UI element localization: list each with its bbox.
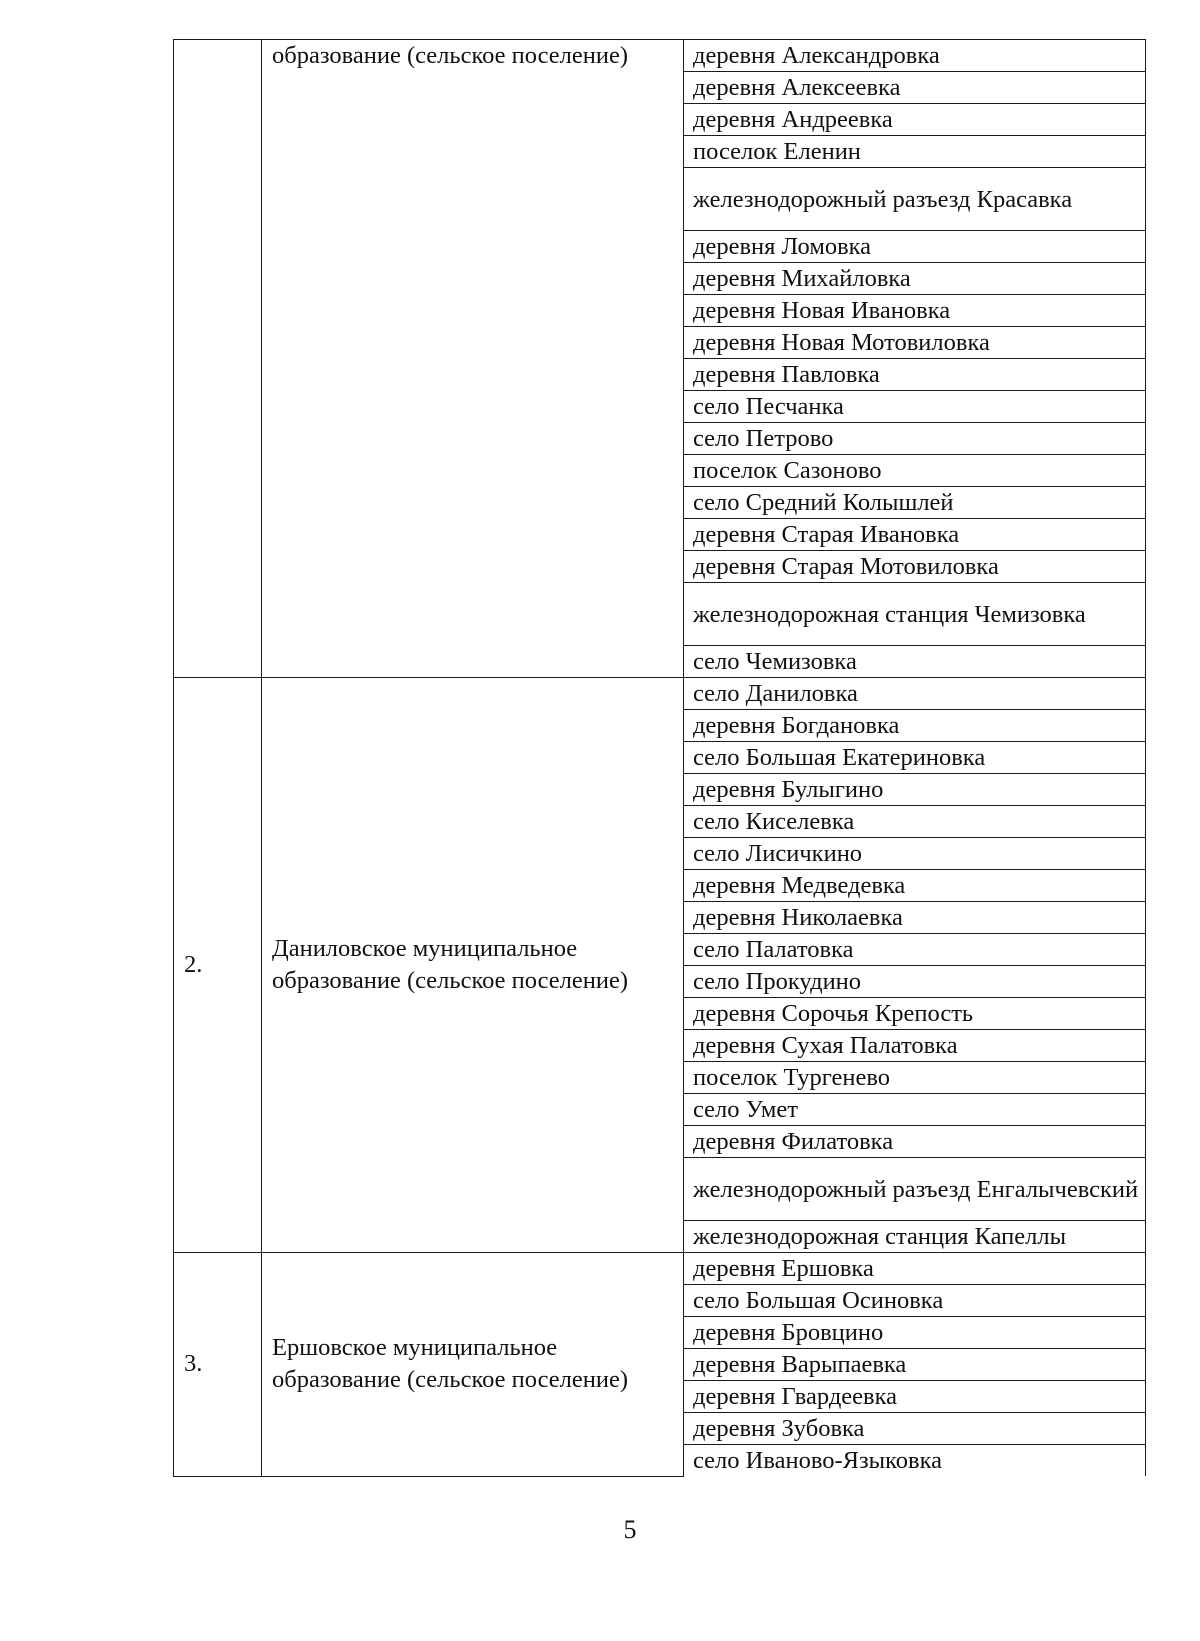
table-row [174, 40, 1146, 72]
settlement-cell: деревня Михайловка [684, 263, 1146, 295]
settlement-cell: деревня Старая Мотовиловка [684, 551, 1146, 583]
settlement-cell: деревня Сухая Палатовка [684, 1030, 1146, 1062]
settlement-cell: село Лисичкино [684, 838, 1146, 870]
municipality-name-cell: Ершовское муниципальное образование (сельское поселение) [262, 1253, 684, 1477]
settlement-cell: деревня Новая Ивановка [684, 295, 1146, 327]
settlement-cell: деревня Старая Ивановка [684, 519, 1146, 551]
settlement-cell: село Умет [684, 1094, 1146, 1126]
settlement-cell: село Чемизовка [684, 646, 1146, 678]
settlement-cell: село Средний Колышлей [684, 487, 1146, 519]
settlement-cell: деревня Богдановка [684, 710, 1146, 742]
settlement-cell: деревня Медведевка [684, 870, 1146, 902]
settlements-table [173, 39, 1146, 1477]
settlement-cell: деревня Павловка [684, 359, 1146, 391]
settlement-cell: деревня Сорочья Крепость [684, 998, 1146, 1030]
settlement-cell: село Киселевка [684, 806, 1146, 838]
settlement-cell: деревня Филатовка [684, 1126, 1146, 1158]
settlement-cell: село Песчанка [684, 391, 1146, 423]
settlement-cell: деревня Александровка [684, 40, 1146, 72]
settlement-cell: село Большая Осиновка [684, 1285, 1146, 1317]
settlement-cell: поселок Еленин [684, 136, 1146, 168]
row-number-cell: 3. [174, 1253, 262, 1477]
settlement-cell: деревня Алексеевка [684, 72, 1146, 104]
table-row [174, 1253, 1146, 1285]
settlement-cell: село Даниловка [684, 678, 1146, 710]
settlement-cell: поселок Сазоново [684, 455, 1146, 487]
settlement-cell: деревня Гвардеевка [684, 1381, 1146, 1413]
settlement-cell: село Иваново-Языковка [684, 1445, 1146, 1477]
settlement-cell: село Прокудино [684, 966, 1146, 998]
settlement-cell: село Петрово [684, 423, 1146, 455]
settlements-table-body [174, 40, 1146, 1477]
settlement-cell: деревня Булыгино [684, 774, 1146, 806]
settlement-cell: село Палатовка [684, 934, 1146, 966]
settlement-cell: деревня Зубовка [684, 1413, 1146, 1445]
table-row [174, 678, 1146, 710]
page-number: 5 [623, 1515, 637, 1544]
settlement-cell: железнодорожная станция Чемизовка [684, 583, 1146, 646]
row-number-cell [174, 40, 262, 678]
settlement-cell: деревня Ломовка [684, 231, 1146, 263]
settlement-cell: железнодорожный разъезд Енгалычевский [684, 1158, 1146, 1221]
municipality-name-cell: Даниловское муниципальное образование (сельское поселение) [262, 678, 684, 1253]
settlement-cell: деревня Ершовка [684, 1253, 1146, 1285]
settlement-cell: деревня Бровцино [684, 1317, 1146, 1349]
settlement-cell: поселок Тургенево [684, 1062, 1146, 1094]
settlement-cell: железнодорожная станция Капеллы [684, 1221, 1146, 1253]
settlement-cell: деревня Варыпаевка [684, 1349, 1146, 1381]
settlement-cell: деревня Новая Мотовиловка [684, 327, 1146, 359]
row-number-cell: 2. [174, 678, 262, 1253]
settlement-cell: железнодорожный разъезд Красавка [684, 168, 1146, 231]
settlement-cell: деревня Николаевка [684, 902, 1146, 934]
settlement-cell: село Большая Екатериновка [684, 742, 1146, 774]
municipality-name-cell: образование (сельское поселение) [262, 40, 684, 678]
settlement-cell: деревня Андреевка [684, 104, 1146, 136]
